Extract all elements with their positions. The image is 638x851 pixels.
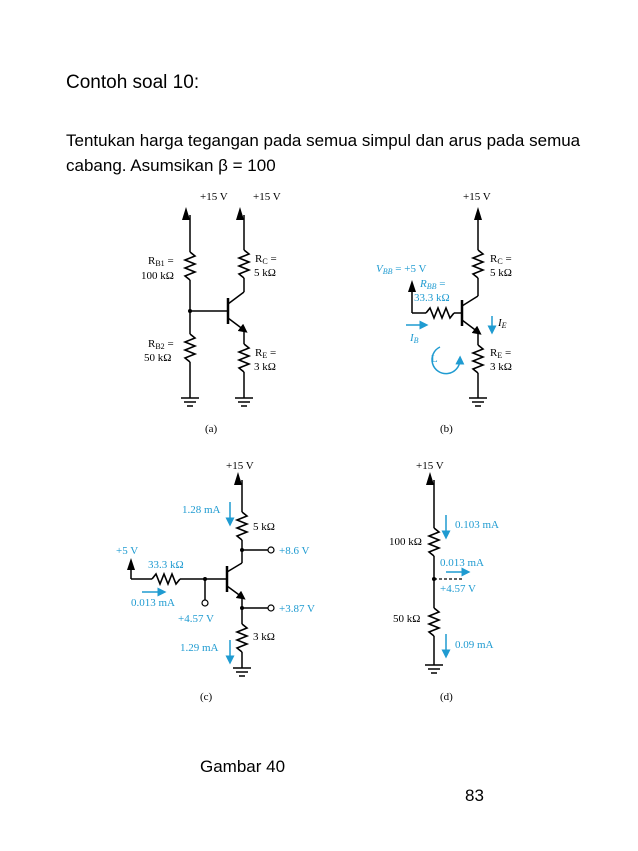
example-title: Contoh soal 10:	[66, 72, 200, 93]
circuit-c	[116, 460, 315, 703]
svg-text:+15 V: +15 V	[416, 460, 444, 472]
a-re-resistor	[239, 344, 249, 372]
c-label: (c)	[200, 691, 213, 703]
circuit-a	[141, 191, 281, 435]
svg-text:5 kΩ: 5 kΩ	[254, 267, 276, 279]
b-rc-resistor	[473, 250, 483, 278]
page-number: 83	[465, 786, 484, 805]
svg-text:RB2 =: RB2 =	[148, 338, 174, 351]
a-vcc-right: +15 V	[253, 191, 281, 203]
svg-text:5 kΩ: 5 kΩ	[253, 521, 275, 533]
svg-text:RE =: RE =	[490, 347, 512, 360]
a-rc-resistor	[239, 250, 249, 278]
svg-text:IB: IB	[410, 332, 419, 345]
svg-text:33.3 kΩ: 33.3 kΩ	[148, 559, 184, 571]
svg-text:+8.6 V: +8.6 V	[279, 545, 310, 557]
svg-text:+5 V: +5 V	[116, 545, 139, 557]
svg-text:+15 V: +15 V	[463, 191, 491, 203]
svg-text:0.013 mA: 0.013 mA	[131, 597, 175, 609]
question-text: Tentukan harga tegangan pada semua simpul dan arus pada semua cabang. Asumsikan β = 100	[66, 131, 581, 175]
svg-text:3 kΩ: 3 kΩ	[254, 361, 276, 373]
svg-text:L: L	[431, 353, 438, 365]
svg-text:RC =: RC =	[490, 253, 512, 266]
svg-text:+15 V: +15 V	[226, 460, 254, 472]
svg-text:100 kΩ: 100 kΩ	[389, 536, 422, 548]
svg-text:50 kΩ: 50 kΩ	[144, 352, 172, 364]
b-re-resistor	[473, 345, 483, 373]
a-vcc-left: +15 V	[200, 191, 228, 203]
svg-text:3 kΩ: 3 kΩ	[253, 631, 275, 643]
svg-text:RB1 =: RB1 =	[148, 255, 174, 268]
figure-caption: Gambar 40	[200, 757, 286, 776]
svg-text:+3.87 V: +3.87 V	[279, 603, 315, 615]
svg-text:50 kΩ: 50 kΩ	[393, 613, 421, 625]
svg-text:1.28 mA: 1.28 mA	[182, 504, 221, 516]
svg-text:1.29 mA: 1.29 mA	[180, 642, 219, 654]
svg-text:RBB =: RBB =	[420, 278, 446, 291]
circuit-d	[389, 460, 499, 703]
a-rb2-resistor	[185, 334, 195, 362]
svg-text:0.103 mA: 0.103 mA	[455, 519, 499, 531]
svg-text:3 kΩ: 3 kΩ	[490, 361, 512, 373]
svg-text:+4.57 V: +4.57 V	[178, 613, 214, 625]
b-label: (b)	[440, 423, 453, 435]
a-label: (a)	[205, 423, 218, 435]
svg-text:VBB = +5 V: VBB = +5 V	[376, 263, 427, 276]
svg-text:RE =: RE =	[255, 347, 277, 360]
svg-text:+4.57 V: +4.57 V	[440, 583, 476, 595]
svg-text:100 kΩ: 100 kΩ	[141, 270, 174, 282]
svg-text:RC =: RC =	[255, 253, 277, 266]
a-rb1-resistor	[185, 252, 195, 280]
svg-text:5 kΩ: 5 kΩ	[490, 267, 512, 279]
svg-text:0.09 mA: 0.09 mA	[455, 639, 494, 651]
svg-text:0.013 mA: 0.013 mA	[440, 557, 484, 569]
circuit-b	[376, 191, 512, 435]
svg-text:33.3 kΩ: 33.3 kΩ	[414, 292, 450, 304]
svg-text:IE: IE	[498, 317, 507, 330]
d-label: (d)	[440, 691, 453, 703]
